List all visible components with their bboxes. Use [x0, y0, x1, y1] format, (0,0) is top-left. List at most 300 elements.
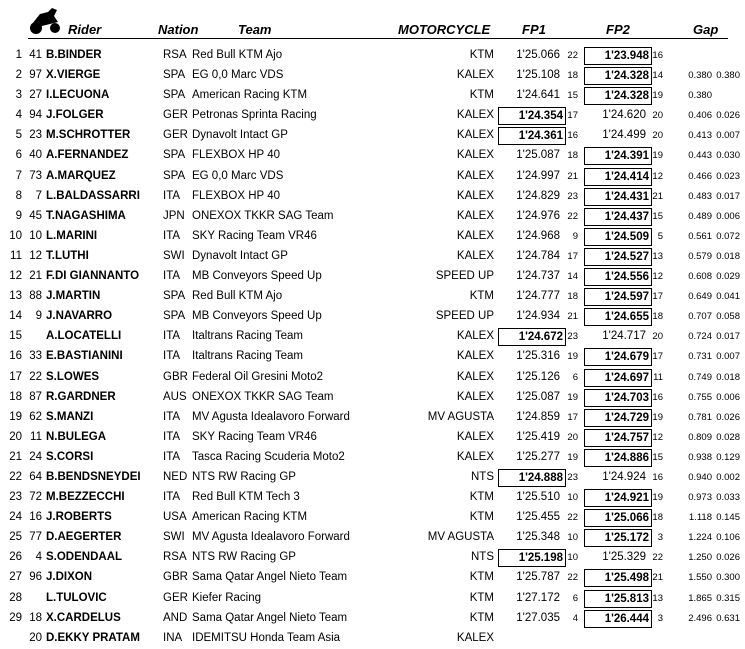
cell-fp1-lap: 10: [567, 552, 578, 564]
cell-gap1: 0.413: [688, 130, 712, 142]
cell-num: 87: [29, 390, 42, 403]
table-row: [0, 408, 745, 428]
cell-team: Federal Oil Gresini Moto2: [192, 370, 324, 383]
cell-fp1-lap: 20: [567, 431, 578, 443]
cell-rider: M.BEZZECCHI: [46, 491, 125, 504]
cell-gap2: 0.106: [716, 532, 740, 544]
cell-nation: AUS: [163, 390, 187, 403]
cell-pos: 22: [9, 470, 22, 483]
cell-num: 72: [29, 491, 42, 504]
cell-fp1: 1'25.787: [516, 571, 560, 584]
cell-team: Sama Qatar Angel Nieto Team: [192, 571, 348, 584]
cell-moto: KALEX: [456, 330, 494, 343]
cell-gap2: 0.041: [716, 291, 740, 303]
cell-gap1: 2.496: [688, 612, 712, 624]
cell-gap2: 0.007: [716, 351, 740, 363]
cell-moto: KALEX: [456, 149, 494, 162]
cell-rider: T.LUTHI: [46, 249, 89, 262]
cell-rider: E.BASTIANINI: [46, 350, 123, 363]
cell-fp1-lap: 16: [567, 130, 578, 142]
cell-nation: AND: [163, 611, 188, 624]
cell-moto: KTM: [469, 89, 494, 102]
cell-num: 20: [29, 631, 42, 644]
cell-rider: B.BINDER: [46, 49, 102, 61]
cell-fp2: 1'24.437: [584, 208, 652, 226]
cell-team: Red Bull KTM Ajo: [192, 49, 283, 61]
cell-team: SKY Racing Team VR46: [192, 229, 317, 242]
cell-fp2: 1'24.924: [602, 470, 646, 483]
cell-fp1: 1'25.108: [516, 69, 560, 82]
cell-num: 45: [29, 209, 42, 222]
cell-team: ONEXOX TKKR SAG Team: [192, 209, 334, 222]
cell-team: American Racing KTM: [192, 511, 308, 524]
cell-rider: N.BULEGA: [46, 430, 107, 443]
cell-pos: 18: [9, 390, 22, 403]
cell-fp2-lap: 18: [652, 512, 663, 524]
table-row: [0, 508, 745, 528]
cell-nation: ITA: [163, 270, 181, 283]
cell-fp2: 1'24.886: [584, 449, 652, 467]
cell-team: ONEXOX TKKR SAG Team: [192, 390, 334, 403]
cell-nation: SPA: [163, 149, 186, 162]
cell-fp1-lap: 17: [567, 411, 578, 423]
cell-fp2: 1'25.498: [584, 569, 652, 587]
cell-fp1-lap: 19: [567, 391, 578, 403]
cell-pos: 10: [9, 229, 22, 242]
cell-fp2-lap: 3: [657, 612, 663, 624]
cell-nation: ITA: [163, 350, 181, 363]
cell-rider: T.NAGASHIMA: [46, 209, 126, 222]
cell-fp1-lap: 23: [567, 471, 578, 483]
cell-pos: 26: [9, 551, 22, 564]
cell-moto: KTM: [469, 511, 494, 524]
cell-fp1-lap: 22: [567, 572, 578, 584]
cell-pos: 19: [9, 410, 22, 423]
cell-fp2-lap: 5: [657, 230, 663, 242]
cell-nation: ITA: [163, 450, 181, 463]
cell-fp2-lap: 16: [652, 471, 663, 483]
cell-num: 23: [29, 129, 42, 142]
cell-rider: D.EKKY PRATAM: [46, 631, 140, 644]
cell-pos: 27: [9, 571, 22, 584]
cell-pos: 13: [9, 290, 22, 303]
cell-pos: 28: [9, 591, 22, 604]
cell-moto: KALEX: [456, 189, 494, 202]
cell-gap2: 0.129: [716, 451, 740, 463]
table-row: [0, 368, 745, 388]
cell-num: 97: [29, 69, 42, 82]
table-row: [0, 126, 745, 146]
cell-gap1: 0.466: [688, 170, 712, 182]
cell-fp1: 1'25.066: [516, 49, 560, 61]
cell-fp2: 1'24.328: [584, 67, 652, 85]
table-row: [0, 247, 745, 267]
cell-fp2: 1'24.757: [584, 429, 652, 447]
cell-team: Italtrans Racing Team: [192, 330, 304, 343]
cell-fp2-lap: 12: [652, 170, 663, 182]
cell-gap1: 0.579: [688, 250, 712, 262]
table-row: [0, 629, 745, 649]
cell-fp2-lap: 14: [652, 70, 663, 82]
cell-fp2-lap: 12: [652, 431, 663, 443]
cell-pos: 14: [9, 310, 22, 323]
cell-fp2: 1'24.391: [584, 147, 652, 165]
cell-fp2-lap: 18: [652, 311, 663, 323]
cell-nation: JPN: [163, 209, 185, 222]
table-row: [0, 267, 745, 287]
cell-team: MB Conveyors Speed Up: [192, 270, 322, 283]
cell-fp1: 1'24.737: [516, 270, 560, 283]
cell-fp1-lap: 10: [567, 532, 578, 544]
cell-fp2: 1'23.948: [584, 47, 652, 65]
table-row: [0, 488, 745, 508]
cell-moto: KALEX: [456, 129, 494, 142]
cell-fp2-lap: 21: [652, 572, 663, 584]
cell-nation: ITA: [163, 491, 181, 504]
cell-gap1: 0.707: [688, 311, 712, 323]
table-row: [0, 589, 745, 609]
cell-gap1: 0.489: [688, 210, 712, 222]
cell-gap2: 0.028: [716, 431, 740, 443]
cell-moto: MV AGUSTA: [427, 410, 494, 423]
cell-rider: A.MARQUEZ: [46, 169, 116, 182]
cell-num: 94: [29, 109, 42, 122]
cell-rider: B.BENDSNEYDEI: [46, 470, 141, 483]
cell-rider: L.TULOVIC: [46, 591, 107, 604]
cell-fp1: 1'25.277: [516, 450, 560, 463]
cell-moto: KALEX: [456, 390, 494, 403]
cell-nation: GER: [163, 591, 188, 604]
cell-gap2: 0.058: [716, 311, 740, 323]
cell-nation: GER: [163, 109, 188, 122]
cell-nation: SWI: [163, 531, 185, 544]
cell-rider: J.DIXON: [46, 571, 93, 584]
cell-pos: 17: [9, 370, 22, 383]
cell-team: Red Bull KTM Ajo: [192, 290, 283, 303]
cell-gap2: 0.018: [716, 250, 740, 262]
header-team: Team: [238, 22, 272, 37]
cell-fp2-lap: 12: [652, 271, 663, 283]
table-row: [0, 287, 745, 307]
cell-fp1-lap: 6: [572, 371, 578, 383]
cell-gap1: 0.809: [688, 431, 712, 443]
cell-fp1-lap: 22: [567, 50, 578, 61]
cell-gap2: 0.631: [716, 612, 740, 624]
cell-fp1-lap: 21: [567, 311, 578, 323]
table-row: [0, 307, 745, 327]
cell-gap2: 0.006: [716, 391, 740, 403]
cell-fp2-lap: 19: [652, 90, 663, 102]
cell-fp2-lap: 3: [657, 532, 663, 544]
cell-moto: KALEX: [456, 69, 494, 82]
cell-num: 12: [29, 249, 42, 262]
cell-num: 41: [29, 49, 42, 61]
cell-moto: KALEX: [456, 249, 494, 262]
cell-fp2: 1'26.444: [584, 610, 652, 628]
cell-pos: 11: [10, 249, 22, 262]
cell-fp2: 1'25.066: [584, 509, 652, 527]
cell-gap2: 0.026: [716, 552, 740, 564]
cell-gap2: 0.300: [716, 572, 740, 584]
table-row: [0, 167, 745, 187]
cell-pos: 16: [9, 350, 22, 363]
cell-fp2-lap: 15: [652, 451, 663, 463]
cell-gap1: 0.443: [688, 150, 712, 162]
cell-fp1: 1'24.829: [516, 189, 560, 202]
cell-fp2: 1'24.655: [584, 308, 652, 326]
cell-num: 21: [29, 270, 42, 283]
cell-fp2: 1'24.921: [584, 489, 652, 507]
cell-gap1: 1.118: [688, 512, 712, 524]
cell-fp1: 1'24.859: [516, 410, 560, 423]
cell-nation: SWI: [163, 249, 185, 262]
cell-nation: ITA: [163, 189, 181, 202]
cell-fp1-lap: 19: [567, 351, 578, 363]
cell-num: 22: [29, 370, 42, 383]
cell-rider: A.LOCATELLI: [46, 330, 122, 343]
cell-rider: R.GARDNER: [46, 390, 116, 403]
cell-gap1: 0.749: [688, 371, 712, 383]
cell-num: 64: [29, 470, 42, 483]
cell-fp1: 1'24.641: [516, 89, 560, 102]
cell-fp1: 1'25.510: [516, 491, 560, 504]
cell-fp2-lap: 17: [652, 351, 663, 363]
table-row: [0, 448, 745, 468]
cell-gap2: 0.018: [716, 371, 740, 383]
cell-fp2: 1'24.328: [584, 87, 652, 105]
cell-pos: 1: [15, 49, 22, 61]
table-header: [0, 0, 745, 37]
cell-fp2-lap: 22: [652, 552, 663, 564]
cell-nation: ITA: [163, 229, 181, 242]
cell-moto: NTS: [471, 551, 494, 564]
cell-num: 96: [29, 571, 42, 584]
cell-fp1-lap: 22: [567, 210, 578, 222]
cell-num: 18: [29, 611, 42, 624]
cell-pos: 29: [9, 611, 22, 624]
cell-fp1: 1'24.672: [498, 328, 566, 346]
cell-fp1-lap: 23: [567, 331, 578, 343]
cell-moto: KALEX: [456, 631, 494, 644]
rider-silhouette-icon: [28, 6, 62, 34]
cell-rider: J.MARTIN: [46, 290, 101, 303]
cell-moto: KTM: [469, 290, 494, 303]
table-row: [0, 528, 745, 548]
cell-moto: KALEX: [456, 109, 494, 122]
cell-moto: KTM: [469, 49, 494, 61]
cell-gap1: 0.724: [688, 331, 712, 343]
cell-fp1-lap: 14: [567, 271, 578, 283]
header-rider: Rider: [68, 22, 102, 37]
header-fp2: FP2: [606, 22, 630, 37]
cell-team: FLEXBOX HP 40: [192, 149, 280, 162]
table-row: [0, 86, 745, 106]
cell-num: 88: [29, 290, 42, 303]
cell-nation: SPA: [163, 89, 186, 102]
cell-nation: SPA: [163, 169, 186, 182]
cell-pos: 4: [15, 109, 22, 122]
cell-rider: D.AEGERTER: [46, 531, 122, 544]
cell-fp1-lap: 19: [567, 451, 578, 463]
cell-gap2: 0.026: [716, 110, 740, 122]
cell-nation: SPA: [163, 69, 186, 82]
cell-num: 33: [29, 350, 42, 363]
cell-fp2-lap: 19: [652, 150, 663, 162]
cell-gap2: 0.030: [716, 150, 740, 162]
cell-fp2: 1'24.509: [584, 228, 652, 246]
cell-fp2: 1'25.329: [602, 551, 646, 564]
cell-fp2: 1'24.499: [602, 129, 646, 142]
cell-gap2: 0.017: [716, 331, 740, 343]
cell-moto: KALEX: [456, 350, 494, 363]
header-fp1: FP1: [522, 22, 546, 37]
cell-nation: RSA: [163, 49, 187, 61]
cell-rider: J.NAVARRO: [46, 310, 113, 323]
cell-fp1: 1'24.976: [516, 209, 560, 222]
cell-fp2: 1'24.527: [584, 248, 652, 266]
table-row: [0, 106, 745, 126]
cell-rider: M.SCHROTTER: [46, 129, 131, 142]
cell-num: 24: [29, 450, 42, 463]
cell-fp1-lap: 23: [567, 190, 578, 202]
cell-fp1: 1'25.455: [516, 511, 560, 524]
cell-nation: USA: [163, 511, 187, 524]
cell-fp1: 1'27.035: [516, 611, 560, 624]
cell-gap2: 0.315: [716, 592, 740, 604]
cell-fp2-lap: 21: [652, 190, 663, 202]
cell-nation: SPA: [163, 310, 186, 323]
cell-team: EG 0,0 Marc VDS: [192, 169, 284, 182]
cell-fp2: 1'24.717: [602, 330, 646, 343]
cell-moto: KALEX: [456, 450, 494, 463]
cell-nation: SPA: [163, 290, 186, 303]
cell-fp2: 1'24.597: [584, 288, 652, 306]
cell-fp1: 1'25.126: [516, 370, 560, 383]
cell-fp1-lap: 10: [567, 492, 578, 504]
cell-fp1-lap: 6: [572, 592, 578, 604]
cell-gap1: 1.224: [688, 532, 712, 544]
cell-team: Italtrans Racing Team: [192, 350, 304, 363]
table-row: [0, 66, 745, 86]
cell-moto: KALEX: [456, 370, 494, 383]
cell-fp2-lap: 13: [652, 592, 663, 604]
cell-gap1: 0.755: [688, 391, 712, 403]
cell-gap1: 0.781: [688, 411, 712, 423]
cell-gap1: 0.561: [688, 230, 712, 242]
cell-rider: J.FOLGER: [46, 109, 104, 122]
cell-num: 4: [35, 551, 42, 564]
cell-gap2: 0.026: [716, 411, 740, 423]
table-row: [0, 428, 745, 448]
cell-fp2: 1'24.431: [584, 188, 652, 206]
cell-fp1: 1'25.348: [516, 531, 560, 544]
cell-gap1: 1.550: [688, 572, 712, 584]
cell-gap2: 0.007: [716, 130, 740, 142]
cell-moto: KTM: [469, 611, 494, 624]
cell-fp1: 1'24.888: [498, 469, 566, 487]
cell-fp1: 1'24.354: [498, 107, 566, 125]
cell-num: 11: [30, 430, 42, 443]
cell-team: FLEXBOX HP 40: [192, 189, 280, 202]
cell-team: Dynavolt Intact GP: [192, 249, 288, 262]
cell-pos: 12: [9, 270, 22, 283]
cell-gap1: 1.865: [688, 592, 712, 604]
cell-moto: SPEED UP: [435, 270, 494, 283]
cell-rider: S.CORSI: [46, 450, 94, 463]
cell-fp2: 1'24.620: [602, 109, 646, 122]
cell-pos: 3: [15, 89, 22, 102]
cell-gap2: 0.072: [716, 230, 740, 242]
cell-num: 77: [29, 531, 42, 544]
cell-moto: KALEX: [456, 430, 494, 443]
cell-gap2: 0.029: [716, 271, 740, 283]
table-row: [0, 146, 745, 166]
cell-fp1: 1'24.777: [516, 290, 560, 303]
table-row: [0, 609, 745, 629]
table-row: [0, 548, 745, 568]
cell-fp2: 1'24.679: [584, 348, 652, 366]
cell-moto: KTM: [469, 591, 494, 604]
cell-rider: A.FERNANDEZ: [46, 149, 129, 162]
cell-fp1: 1'24.934: [516, 310, 560, 323]
table-row: [0, 227, 745, 247]
cell-pos: 9: [15, 209, 22, 222]
cell-team: SKY Racing Team VR46: [192, 430, 317, 443]
cell-fp2-lap: 20: [652, 110, 663, 122]
cell-gap1: 0.938: [688, 451, 712, 463]
cell-team: NTS RW Racing GP: [192, 551, 296, 564]
cell-pos: 6: [15, 149, 22, 162]
cell-fp2-lap: 19: [652, 492, 663, 504]
cell-moto: KTM: [469, 571, 494, 584]
cell-team: MB Conveyors Speed Up: [192, 310, 322, 323]
cell-gap2: 0.023: [716, 170, 740, 182]
table-row: [0, 327, 745, 347]
cell-fp1: 1'24.968: [516, 229, 560, 242]
cell-fp1-lap: 15: [567, 90, 578, 102]
cell-moto: KTM: [469, 491, 494, 504]
cell-gap2: 0.033: [716, 492, 740, 504]
cell-fp1: 1'25.087: [516, 390, 560, 403]
cell-moto: MV AGUSTA: [427, 531, 494, 544]
cell-rider: F.DI GIANNANTO: [46, 270, 140, 283]
cell-nation: GER: [163, 129, 188, 142]
cell-team: MV Agusta Idealavoro Forward: [192, 410, 350, 423]
cell-moto: KALEX: [456, 229, 494, 242]
cell-nation: RSA: [163, 551, 187, 564]
table-row: [0, 46, 745, 66]
cell-fp2: 1'24.414: [584, 168, 652, 186]
table-row: [0, 388, 745, 408]
cell-gap1: 0.940: [688, 471, 712, 483]
cell-fp1: 1'24.361: [498, 127, 566, 145]
cell-pos: 23: [9, 491, 22, 504]
cell-fp2: 1'25.813: [584, 590, 652, 608]
cell-num: 27: [29, 89, 42, 102]
cell-fp2-lap: 20: [652, 331, 663, 343]
cell-fp1: 1'25.419: [516, 430, 560, 443]
cell-rider: L.BALDASSARRI: [46, 189, 140, 202]
cell-fp2: 1'24.703: [584, 389, 652, 407]
cell-fp2-lap: 17: [652, 291, 663, 303]
cell-pos: 21: [9, 450, 22, 463]
cell-num: 16: [29, 511, 42, 524]
cell-pos: 25: [9, 531, 22, 544]
cell-rider: S.LOWES: [46, 370, 100, 383]
cell-gap2: 0.002: [716, 471, 740, 483]
cell-team: IDEMITSU Honda Team Asia: [192, 631, 341, 644]
cell-rider: I.LECUONA: [46, 89, 110, 102]
